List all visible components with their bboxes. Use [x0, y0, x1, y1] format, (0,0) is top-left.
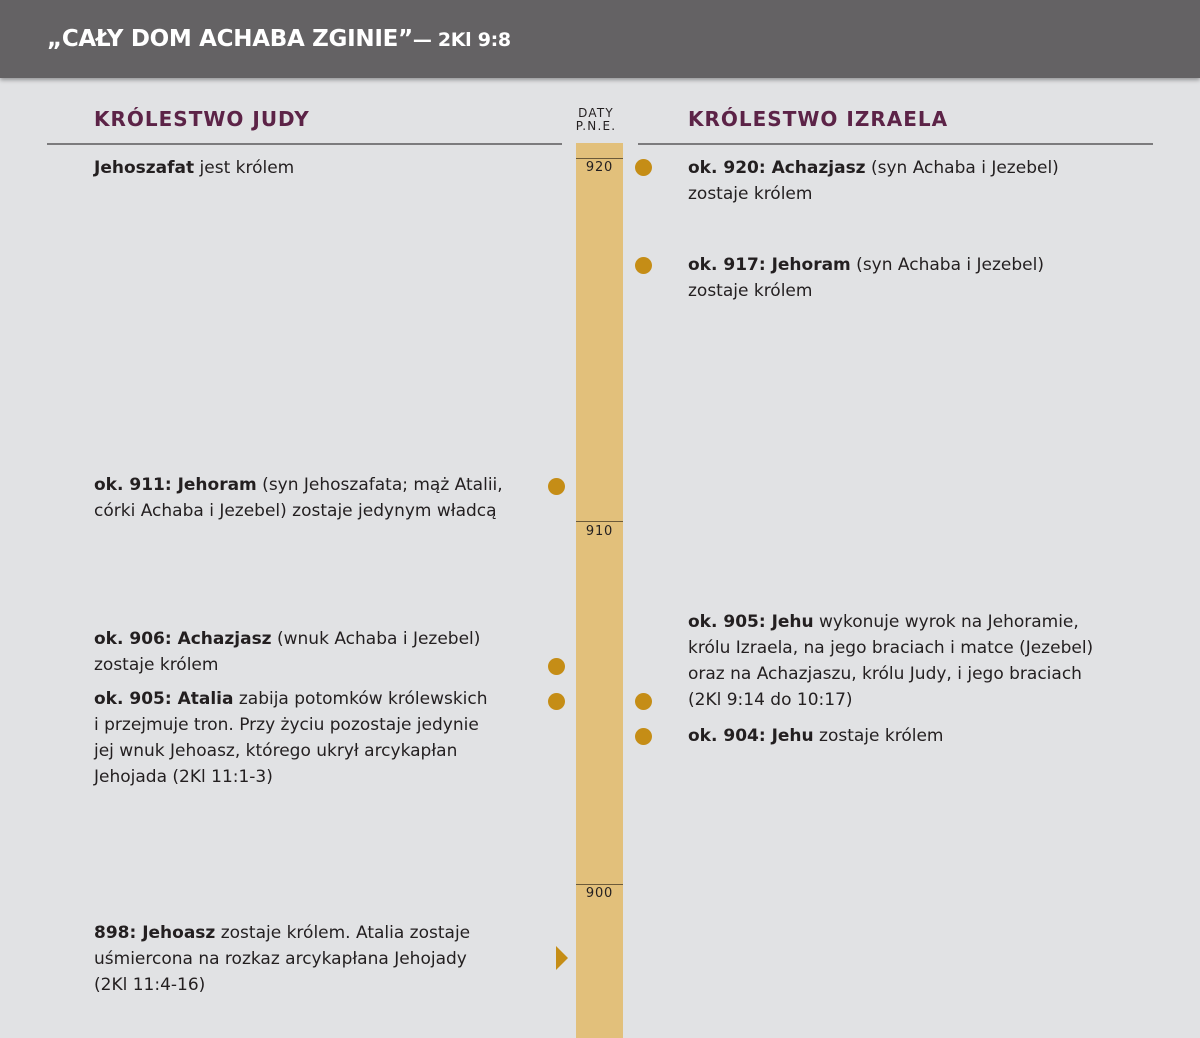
title-text: „CAŁY DOM ACHABA ZGINIE”	[47, 26, 413, 52]
event-text: jej wnuk Jehoasz, którego ukrył arcykapłan	[94, 741, 458, 761]
event-text: (2Kl 11:4-16)	[94, 975, 206, 995]
judah-event-906	[94, 626, 480, 678]
tick-label-910: 910	[585, 524, 614, 539]
event-text: (syn Jehoszafata; mąż Atalii,	[256, 475, 503, 495]
event-text: jest królem	[194, 158, 295, 178]
marker-israel-904	[635, 728, 652, 745]
dates-label-line2: P.N.E.	[575, 119, 617, 133]
tick-910	[576, 521, 623, 522]
timeline-bar	[576, 143, 623, 1038]
israel-event-920	[688, 155, 1059, 207]
tick-label-900: 900	[585, 886, 614, 901]
title-reference: — 2Kl 9:8	[412, 29, 511, 51]
header-bar	[0, 0, 1200, 78]
event-text: (syn Achaba i Jezebel)	[865, 158, 1059, 178]
israel-event-904	[688, 723, 943, 749]
event-text: zostaje królem	[813, 726, 944, 746]
event-lead: 898: Jehoasz	[94, 923, 216, 943]
event-text: (wnuk Achaba i Jezebel)	[271, 629, 481, 649]
event-text: (syn Achaba i Jezebel)	[850, 255, 1044, 275]
page-title	[47, 26, 511, 52]
event-lead: ok. 917: Jehoram	[688, 255, 851, 275]
marker-israel-920	[635, 159, 652, 176]
event-text: oraz na Achazjaszu, królu Judy, i jego braciach	[688, 664, 1082, 684]
israel-divider	[638, 143, 1153, 145]
event-text: zabija potomków królewskich	[233, 689, 488, 709]
event-lead: ok. 911: Jehoram	[94, 475, 257, 495]
tick-920	[576, 158, 623, 159]
israel-event-905	[688, 609, 1093, 713]
event-text: córki Achaba i Jezebel) zostaje jedynym władcą	[94, 501, 497, 521]
event-text: zostaje królem	[688, 281, 813, 301]
dates-label-line1: DATY	[578, 106, 614, 120]
event-text: (2Kl 9:14 do 10:17)	[688, 690, 853, 710]
event-lead: ok. 920: Achazjasz	[688, 158, 866, 178]
event-text: i przejmuje tron. Przy życiu pozostaje jedynie	[94, 715, 479, 735]
event-lead: ok. 904: Jehu	[688, 726, 814, 746]
marker-judah-905	[548, 693, 565, 710]
event-lead: ok. 905: Atalia	[94, 689, 234, 709]
event-text: wykonuje wyrok na Jehoramie,	[813, 612, 1079, 632]
event-lead: Jehoszafat	[94, 158, 195, 178]
event-lead: ok. 906: Achazjasz	[94, 629, 272, 649]
judah-divider	[47, 143, 562, 145]
dates-label	[574, 107, 618, 133]
judah-column-title: KRÓLESTWO JUDY	[94, 107, 310, 131]
event-text: zostaje królem. Atalia zostaje	[215, 923, 471, 943]
judah-event-905	[94, 686, 488, 790]
marker-judah-898-arrow	[556, 946, 568, 970]
event-text: zostaje królem	[688, 184, 813, 204]
judah-event-911	[94, 472, 503, 524]
marker-israel-905	[635, 693, 652, 710]
event-lead: ok. 905: Jehu	[688, 612, 814, 632]
event-text: uśmiercona na rozkaz arcykapłana Jehojady	[94, 949, 467, 969]
judah-event-jehoszafat	[94, 155, 294, 181]
israel-event-917	[688, 252, 1044, 304]
marker-judah-911	[548, 478, 565, 495]
event-text: królu Izraela, na jego braciach i matce (Jezebel)	[688, 638, 1094, 658]
judah-event-898	[94, 920, 470, 998]
marker-judah-906	[548, 658, 565, 675]
marker-israel-917	[635, 257, 652, 274]
event-text: Jehojada (2Kl 11:1-3)	[94, 767, 273, 787]
israel-column-title: KRÓLESTWO IZRAELA	[688, 107, 949, 131]
tick-900	[576, 884, 623, 885]
event-text: zostaje królem	[94, 655, 219, 675]
tick-label-920: 920	[585, 160, 614, 175]
